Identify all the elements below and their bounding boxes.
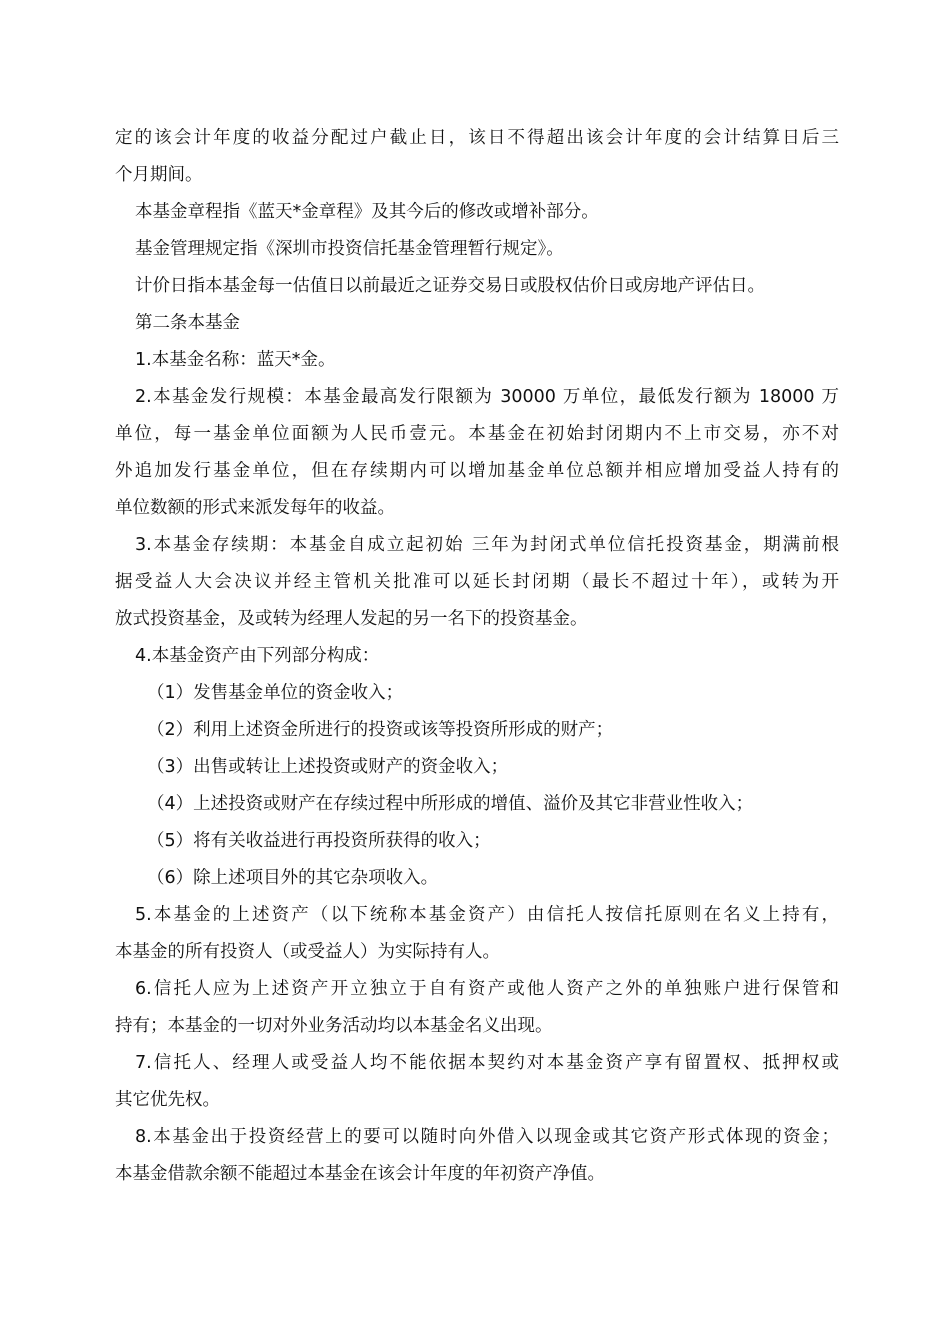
paragraph-line: 单位数额的形式来派发每年的收益。 bbox=[115, 498, 395, 518]
list-item: （5）将有关收益进行再投资所获得的收入； bbox=[147, 831, 491, 851]
paragraph-line: 1.本基金名称：蓝天*金。 bbox=[135, 350, 336, 370]
list-item: （2）利用上述资金所进行的投资或该等投资所形成的财产； bbox=[147, 720, 614, 740]
paragraph-line: 放式投资基金，及或转为经理人发起的另一名下的投资基金。 bbox=[115, 609, 588, 629]
list-item: （4）上述投资或财产在存续过程中所形成的增值、溢价及其它非营业性收入； bbox=[147, 794, 754, 814]
paragraph-line: 本基金章程指《蓝天*金章程》及其今后的修改或增补部分。 bbox=[135, 202, 599, 222]
paragraph-line: 7.信托人、经理人或受益人均不能依据本契约对本基金资产享有留置权、抵押权或 bbox=[135, 1053, 839, 1073]
paragraph-line: 外追加发行基金单位，但在存续期内可以增加基金单位总额并相应增加受益人持有的 bbox=[115, 461, 839, 481]
paragraph-line: 计价日指本基金每一估值日以前最近之证券交易日或股权估价日或房地产评估日。 bbox=[135, 276, 765, 296]
list-item: （1）发售基金单位的资金收入； bbox=[147, 683, 404, 703]
paragraph-line: 6.信托人应为上述资产开立独立于自有资产或他人资产之外的单独账户进行保管和 bbox=[135, 979, 839, 999]
paragraph-line: 4.本基金资产由下列部分构成： bbox=[135, 646, 380, 666]
paragraph-line: 持有；本基金的一切对外业务活动均以本基金名义出现。 bbox=[115, 1016, 553, 1036]
paragraph-line: 5.本基金的上述资产（以下统称本基金资产）由信托人按信托原则在名义上持有， bbox=[135, 905, 839, 925]
paragraph-line: 据受益人大会决议并经主管机关批准可以延长封闭期（最长不超过十年），或转为开 bbox=[115, 572, 839, 592]
paragraph-line: 2.本基金发行规模：本基金最高发行限额为 30000 万单位，最低发行额为 18000 万 bbox=[135, 387, 839, 407]
paragraph-line: 3.本基金存续期：本基金自成立起初始 三年为封闭式单位信托投资基金，期满前根 bbox=[135, 535, 839, 555]
paragraph-line: 8.本基金出于投资经营上的要可以随时向外借入以现金或其它资产形式体现的资金； bbox=[135, 1127, 839, 1147]
paragraph-line: 其它优先权。 bbox=[115, 1090, 220, 1110]
paragraph-line: 基金管理规定指《深圳市投资信托基金管理暂行规定》。 bbox=[135, 239, 564, 259]
paragraph-line: 定的该会计年度的收益分配过户截止日，该日不得超出该会计年度的会计结算日后三 bbox=[115, 128, 839, 148]
paragraph-line: 个月期间。 bbox=[115, 165, 203, 185]
paragraph-line: 本基金借款余额不能超过本基金在该会计年度的年初资产净值。 bbox=[115, 1164, 605, 1184]
paragraph-line: 单位，每一基金单位面额为人民币壹元。本基金在初始封闭期内不上市交易，亦不对 bbox=[115, 424, 839, 444]
paragraph-line: 本基金的所有投资人（或受益人）为实际持有人。 bbox=[115, 942, 500, 962]
list-item: （3）出售或转让上述投资或财产的资金收入； bbox=[147, 757, 509, 777]
list-item: （6）除上述项目外的其它杂项收入。 bbox=[147, 868, 439, 888]
document-body bbox=[115, 120, 839, 1193]
section-heading: 第二条本基金 bbox=[135, 313, 240, 333]
